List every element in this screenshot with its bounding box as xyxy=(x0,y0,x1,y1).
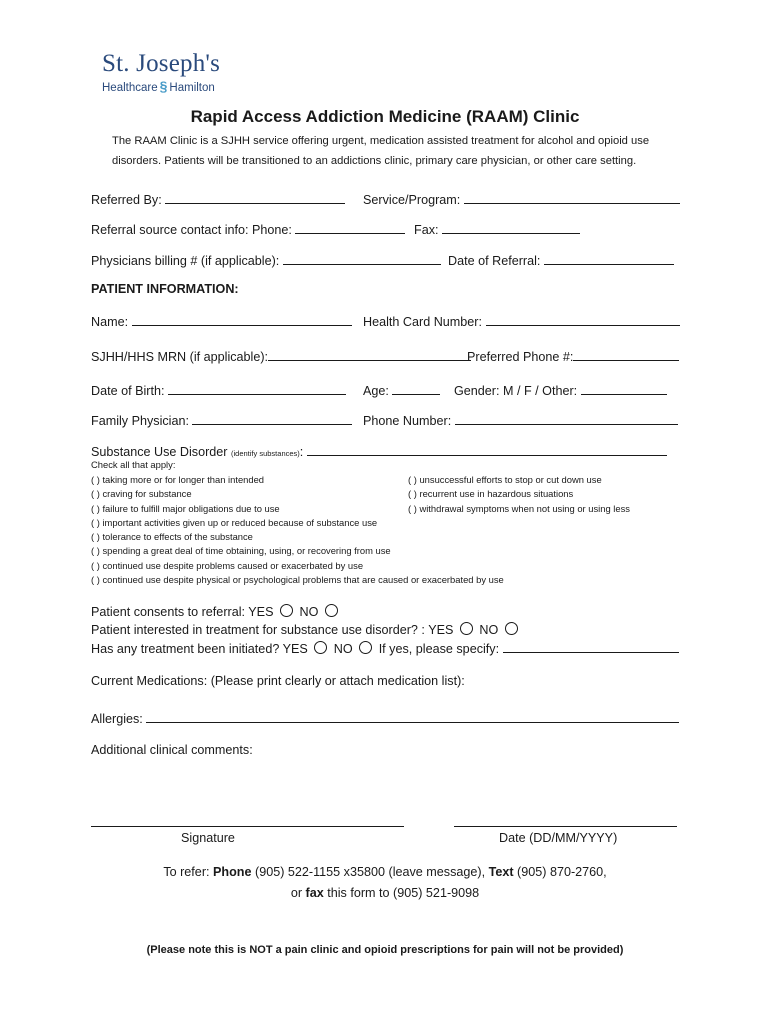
name-row xyxy=(91,312,352,329)
interest-row xyxy=(91,622,521,637)
criteria-item[interactable]: ( ) craving for substance xyxy=(91,488,192,500)
refer-text-text: (905) 870-2760, xyxy=(513,865,607,879)
service-program-row xyxy=(363,190,680,207)
substance-note: (identify substances) xyxy=(231,449,300,458)
treatment-specify-label: If yes, please specify: xyxy=(378,642,500,656)
treatment-specify-field[interactable] xyxy=(503,639,679,653)
treatment-yes-radio[interactable] xyxy=(314,641,327,654)
allergies-row xyxy=(91,709,679,726)
patient-info-heading: PATIENT INFORMATION: xyxy=(91,282,239,296)
refer-phone-label: Phone xyxy=(213,865,252,879)
criteria-item[interactable]: ( ) spending a great deal of time obtaining, using, or recovering from use xyxy=(91,545,391,557)
criteria-item[interactable]: ( ) tolerance to effects of the substance xyxy=(91,531,253,543)
consent-yes-radio[interactable] xyxy=(280,604,293,617)
criteria-right-list xyxy=(408,473,630,516)
age-label: Age: xyxy=(363,384,389,398)
pain-clinic-note: (Please note this is NOT a pain clinic and opioid prescriptions for pain will not be provided) xyxy=(146,944,624,956)
refer-fax-label: fax xyxy=(305,886,324,900)
refer-phone-text: (905) 522-1155 x35800 (leave message), xyxy=(251,865,489,879)
date-of-referral-field[interactable] xyxy=(544,251,674,265)
mrn-row xyxy=(91,347,471,364)
dob-row xyxy=(91,381,346,398)
signature-label: Signature xyxy=(181,831,235,845)
health-card-row xyxy=(363,312,680,329)
refer-fax-text: this form to (905) 521-9098 xyxy=(323,886,480,900)
gender-row xyxy=(454,381,667,398)
gender-label: Gender: M / F / Other: xyxy=(454,384,578,398)
refer-line-1 xyxy=(0,865,770,879)
consent-no-radio[interactable] xyxy=(325,604,338,617)
service-program-label: Service/Program: xyxy=(363,193,461,207)
date-of-referral-row xyxy=(448,251,674,268)
family-physician-field[interactable] xyxy=(192,411,352,425)
refer-intro: To refer: xyxy=(163,865,214,879)
referred-by-field[interactable] xyxy=(165,190,345,204)
preferred-phone-label: Preferred Phone #: xyxy=(467,350,574,364)
refer-or: or xyxy=(290,886,306,900)
medications-label: Current Medications: (Please print clearly or attach medication list): xyxy=(91,674,465,688)
criteria-item[interactable]: ( ) continued use despite physical or psychological problems that are caused or exacerbated by use xyxy=(91,574,504,586)
refer-line-2 xyxy=(0,886,770,900)
criteria-item[interactable]: ( ) taking more or for longer than intended xyxy=(91,474,265,485)
fax-field[interactable] xyxy=(442,220,580,234)
treatment-no-label: NO xyxy=(333,642,353,656)
fax-row xyxy=(414,220,580,237)
billing-field[interactable] xyxy=(283,251,441,265)
date-of-referral-label: Date of Referral: xyxy=(448,254,541,268)
treatment-question: Has any treatment been initiated? YES xyxy=(91,642,308,656)
criteria-item[interactable]: ( ) withdrawal symptoms when not using or using less xyxy=(408,502,630,514)
age-field[interactable] xyxy=(392,381,440,395)
treatment-no-radio[interactable] xyxy=(359,641,372,654)
interest-yes-radio[interactable] xyxy=(460,622,473,635)
phone-number-row xyxy=(363,411,678,428)
service-program-field[interactable] xyxy=(464,190,680,204)
intro-line-2: disorders. Patients will be transitioned to an addictions clinic, primary care physician, or other care setting. xyxy=(112,155,637,167)
age-row xyxy=(363,381,440,398)
allergies-label: Allergies: xyxy=(91,712,143,726)
criteria-item[interactable]: ( ) continued use despite problems caused or exacerbated by use xyxy=(91,559,364,571)
logo-sub-left: Healthcare xyxy=(102,82,158,94)
date-label: Date (DD/MM/YYYY) xyxy=(499,831,618,845)
allergies-field[interactable] xyxy=(146,709,679,723)
criteria-item[interactable]: ( ) unsuccessful efforts to stop or cut down use xyxy=(408,474,602,485)
consent-row xyxy=(91,604,341,619)
criteria-item[interactable]: ( ) recurrent use in hazardous situations xyxy=(408,488,574,500)
logo-s-mark-icon: § xyxy=(159,78,168,94)
check-all-label: Check all that apply: xyxy=(91,459,176,470)
referred-by-row xyxy=(91,190,345,207)
referred-by-label: Referred By: xyxy=(91,193,162,207)
phone-number-label: Phone Number: xyxy=(363,414,452,428)
consent-no-label: NO xyxy=(299,605,319,619)
preferred-phone-field[interactable] xyxy=(573,347,679,361)
dob-field[interactable] xyxy=(168,381,346,395)
comments-label: Additional clinical comments: xyxy=(91,743,253,757)
family-physician-row xyxy=(91,411,352,428)
contact-info-label: Referral source contact info: Phone: xyxy=(91,223,292,237)
criteria-item[interactable]: ( ) failure to fulfill major obligations due to use xyxy=(91,502,280,514)
name-label: Name: xyxy=(91,315,129,329)
substance-colon: : xyxy=(299,445,304,459)
substance-row xyxy=(91,442,667,459)
intro-line-1: The RAAM Clinic is a SJHH service offering urgent, medication assisted treatment for alcohol and opioid use xyxy=(112,135,650,147)
intro-text xyxy=(112,131,672,171)
interest-no-label: NO xyxy=(479,623,499,637)
refer-text-label: Text xyxy=(488,865,514,879)
mrn-field[interactable] xyxy=(268,347,471,361)
signature-line[interactable] xyxy=(91,826,404,827)
billing-label: Physicians billing # (if applicable): xyxy=(91,254,280,268)
contact-info-row xyxy=(91,220,405,237)
family-physician-label: Family Physician: xyxy=(91,414,189,428)
interest-question: Patient interested in treatment for substance use disorder? : YES xyxy=(91,623,454,637)
name-field[interactable] xyxy=(132,312,352,326)
interest-no-radio[interactable] xyxy=(505,622,518,635)
health-card-field[interactable] xyxy=(486,312,680,326)
treatment-row xyxy=(91,639,679,656)
logo-subtitle xyxy=(102,78,215,94)
mrn-label: SJHH/HHS MRN (if applicable): xyxy=(91,350,269,364)
health-card-label: Health Card Number: xyxy=(363,315,482,329)
date-line[interactable] xyxy=(454,826,677,827)
fax-label: Fax: xyxy=(414,223,439,237)
criteria-item[interactable]: ( ) important activities given up or reduced because of substance use xyxy=(91,516,378,528)
substance-label: Substance Use Disorder xyxy=(91,445,228,459)
phone-number-field[interactable] xyxy=(455,411,678,425)
dob-label: Date of Birth: xyxy=(91,384,165,398)
billing-row xyxy=(91,251,441,268)
page-title: Rapid Access Addiction Medicine (RAAM) Clinic xyxy=(190,107,580,126)
gender-field[interactable] xyxy=(581,381,667,395)
contact-phone-field[interactable] xyxy=(295,220,405,234)
substance-field[interactable] xyxy=(307,442,667,456)
preferred-phone-row xyxy=(467,347,679,364)
logo-sub-right: Hamilton xyxy=(169,82,215,94)
logo-name: St. Joseph's xyxy=(102,50,221,77)
consent-question: Patient consents to referral: YES xyxy=(91,605,274,619)
